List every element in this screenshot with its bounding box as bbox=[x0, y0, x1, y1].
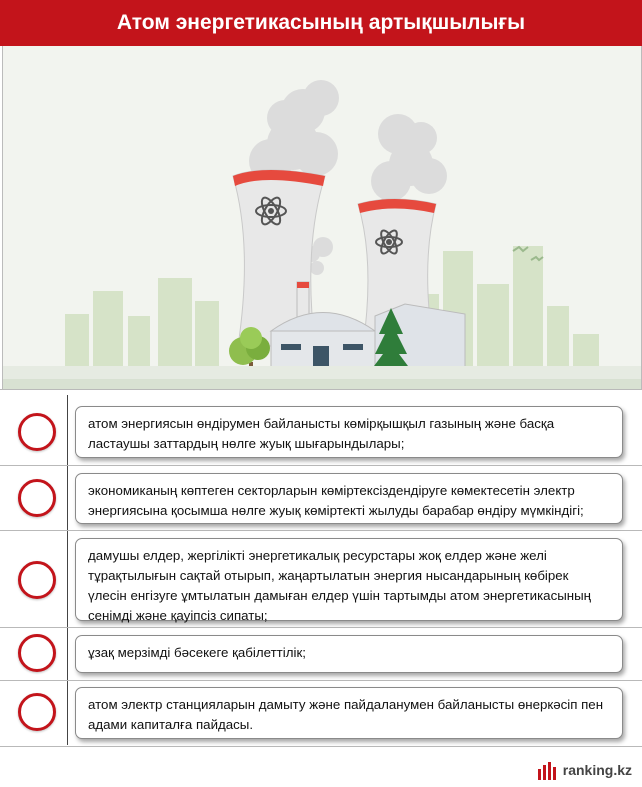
list-item: атом энергиясын өндірумен байланысты көмірқышқыл газының және басқа ластаушы заттардың нөлге жуық шығарындылары; bbox=[75, 406, 623, 458]
brand-name: ranking.kz bbox=[562, 762, 632, 778]
bullet-circle-icon bbox=[18, 479, 56, 517]
bar-chart-logo-icon bbox=[537, 760, 559, 780]
bullet-circle-icon bbox=[18, 634, 56, 672]
row-divider bbox=[0, 627, 642, 628]
nuclear-plant-illustration bbox=[2, 46, 642, 389]
list-item: дамушы елдер, жергілікті энергетикалық ресурстары жоқ елдер және желі тұрақтылығын сақтай отырып, жаңартылатын энергия нысандарының көбірек үлесін енгізуге ұмтылатын дамыған елдер үшін тартымды атом энергетикасының сенімді және қауіпсіз сипаты; bbox=[75, 538, 623, 621]
list-item: атом электр станцияларын дамыту және пайдаланумен байланысты өнеркәсіп пен адами капиталға пайдасы. bbox=[75, 687, 623, 739]
list-item: ұзақ мерзімді бәсекеге қабілеттілік; bbox=[75, 635, 623, 673]
brand-logo bbox=[537, 758, 632, 782]
header-banner bbox=[0, 0, 642, 46]
nuclear-plant-icon bbox=[3, 46, 641, 389]
row-divider bbox=[0, 680, 642, 681]
list-item: экономиканың көптеген секторларын көміртексіздендіруге көмектесетін электр энергиясына қосымша нөлге жуық көміртекті жылуды барабар өндіру мүмкіндігі; bbox=[75, 473, 623, 524]
bullet-column-divider bbox=[67, 395, 68, 745]
bullet-circle-icon bbox=[18, 561, 56, 599]
page-title: Атом энергетикасының артықшылығы bbox=[116, 11, 526, 34]
bullet-circle-icon bbox=[18, 693, 56, 731]
bullet-circle-icon bbox=[18, 413, 56, 451]
section-divider bbox=[0, 389, 642, 390]
row-divider bbox=[0, 746, 642, 747]
row-divider bbox=[0, 465, 642, 466]
row-divider bbox=[0, 530, 642, 531]
